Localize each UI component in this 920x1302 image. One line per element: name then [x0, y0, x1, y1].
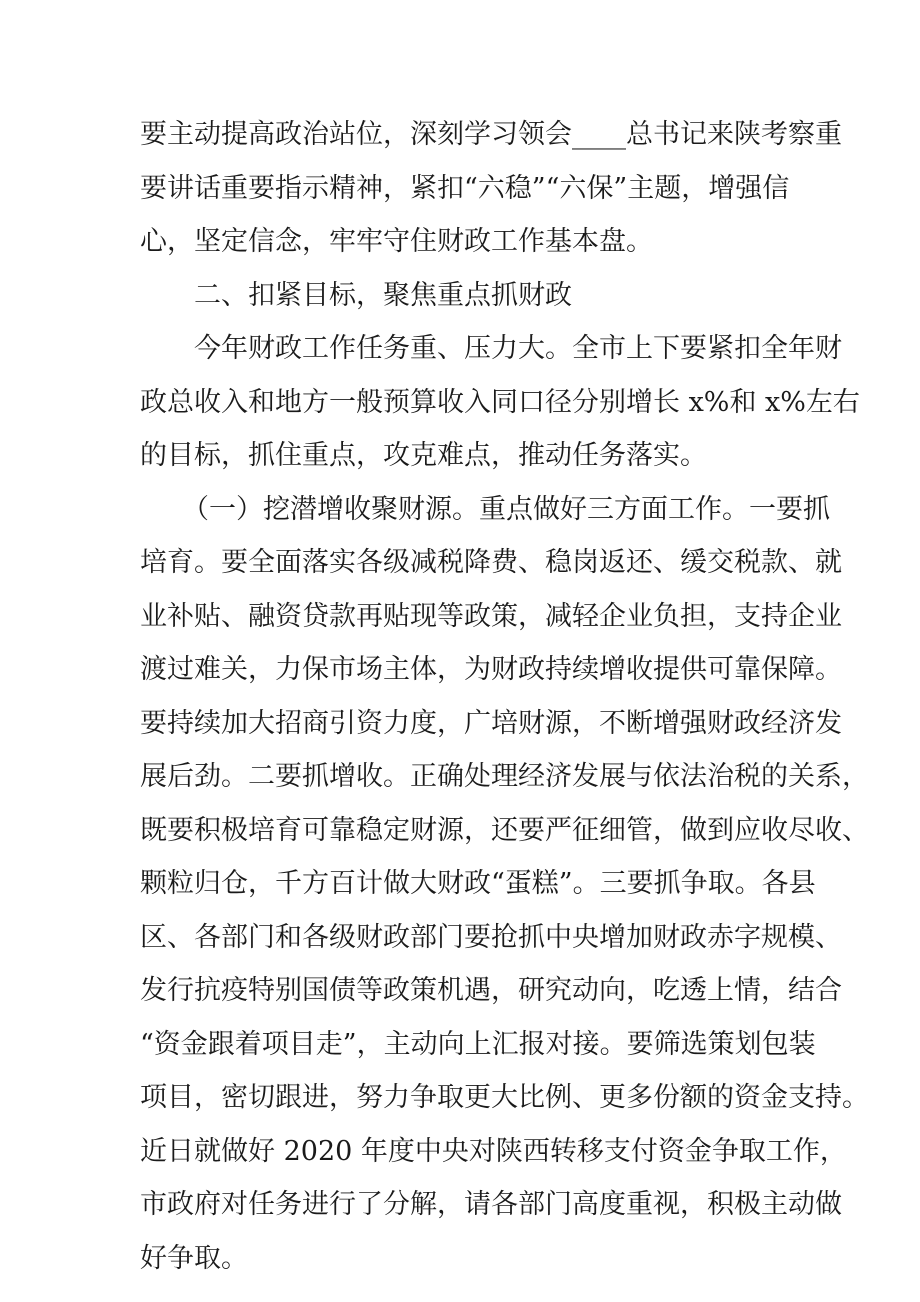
text-line: 要主动提高政治站位，深刻学习领会____总书记来陕考察重 — [140, 119, 842, 150]
text-line: 发行抗疫特别国债等政策机遇，研究动向，吃透上情，结合 — [140, 975, 842, 1006]
text-line: 项目，密切跟进，努力争取更大比例、更多份额的资金支持。 — [140, 1082, 869, 1113]
text-line: 的目标，抓住重点，攻克难点，推动任务落实。 — [140, 440, 707, 471]
text-line: 展后劲。二要抓增收。正确处理经济发展与依法治税的关系， — [140, 761, 869, 792]
text-line: 业补贴、融资贷款再贴现等政策，减轻企业负担，支持企业 — [140, 600, 842, 632]
text-line: 渡过难关，力保市场主体，为财政持续增收提供可靠保障。 — [140, 654, 842, 685]
text-line: 二、扣紧目标，聚焦重点抓财政 — [194, 279, 572, 311]
text-line: 今年财政工作任务重、压力大。全市上下要紧扣全年财 — [194, 333, 842, 364]
text-line: 好争取。 — [140, 1242, 248, 1274]
text-line: 近日就做好 2020 年度中央对陕西转移支付资金争取工作， — [140, 1135, 847, 1167]
text-line: 政总收入和地方一般预算收入同口径分别增长 x%和 x%左右 — [140, 386, 860, 418]
document-body — [140, 108, 869, 1285]
text-line: 市政府对任务进行了分解，请各部门高度重视，积极主动做 — [140, 1189, 842, 1220]
text-line: 培育。要全面落实各级减税降费、稳岗返还、缓交税款、就 — [140, 547, 842, 578]
text-line: 区、各部门和各级财政部门要抢抓中央增加财政赤字规模、 — [140, 921, 842, 953]
text-line: 要讲话重要指示精神，紧扣“六稳”“六保”主题，增强信 — [140, 172, 790, 204]
text-line: “资金跟着项目走”，主动向上汇报对接。要筛选策划包装 — [140, 1028, 816, 1060]
text-line: 颗粒归仓，千方百计做大财政“蛋糕”。三要抓争取。各县 — [140, 868, 816, 899]
text-line: （一）挖潜增收聚财源。重点做好三方面工作。一要抓 — [182, 493, 830, 525]
text-line: 心，坚定信念，牢牢守住财政工作基本盘。 — [140, 226, 653, 257]
text-line: 要持续加大招商引资力度，广培财源，不断增强财政经济发 — [140, 707, 842, 739]
text-line: 既要积极培育可靠稳定财源，还要严征细管，做到应收尽收、 — [140, 814, 869, 846]
